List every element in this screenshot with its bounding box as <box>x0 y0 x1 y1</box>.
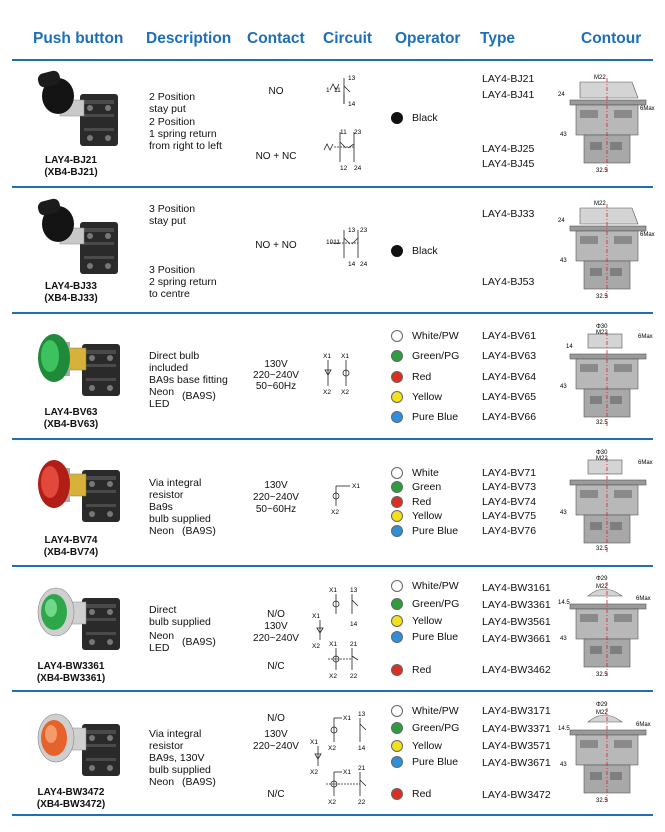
circuit-diagram <box>326 478 366 518</box>
operator-label: Yellow <box>412 740 442 752</box>
operator-label: Pure Blue <box>412 631 459 643</box>
operator-label: Green/PG <box>412 598 460 610</box>
divider <box>12 565 653 567</box>
type-code: LAY4-BJ53 <box>482 276 535 288</box>
svg-text:X1: X1 <box>310 739 318 746</box>
svg-text:X1: X1 <box>329 587 337 594</box>
type-code: LAY4-BV75 <box>482 510 537 522</box>
description-line: Neon <box>149 776 175 788</box>
type-code: LAY4-BW3462 <box>482 664 551 676</box>
operator-label: Green/PG <box>412 722 460 734</box>
svg-text:13: 13 <box>348 227 356 234</box>
description-line: included <box>149 362 189 374</box>
svg-text:Φ30: Φ30 <box>596 450 608 456</box>
blue-circle-icon <box>391 525 403 537</box>
svg-text:X2: X2 <box>310 769 318 776</box>
type-code: LAY4-BV61 <box>482 330 537 342</box>
green-circle-icon <box>391 598 403 610</box>
contact-type: NO + NO <box>255 240 297 251</box>
description-line: Neon <box>149 386 175 398</box>
svg-text:13: 13 <box>358 711 366 718</box>
description-line: stay put <box>149 215 186 227</box>
contour-drawing <box>562 448 652 556</box>
svg-text:6Max: 6Max <box>638 460 653 466</box>
svg-text:21: 21 <box>350 641 358 648</box>
model-alt-number: (XB4-BW3361) <box>36 673 106 684</box>
description-line: resistor <box>149 489 184 501</box>
description-line: 2 spring return <box>149 276 217 288</box>
divider <box>12 186 653 188</box>
description-line: (BA9S) <box>182 390 216 402</box>
circuit-label: 13 <box>348 75 356 82</box>
circuit-label: 12 <box>340 165 348 172</box>
selector-switch-image <box>36 194 126 284</box>
contour-drawing <box>558 198 655 304</box>
yellow-circle-icon <box>391 391 403 403</box>
divider <box>12 690 653 692</box>
contour-drawing <box>562 322 652 430</box>
svg-text:6Max: 6Max <box>636 596 651 602</box>
description-line: Neon <box>149 630 175 642</box>
description-line: Via integral <box>149 477 202 489</box>
description-line: 1 spring return <box>149 128 217 140</box>
yellow-circle-icon <box>391 740 403 752</box>
svg-text:43: 43 <box>560 384 567 390</box>
contact-voltage: 130V <box>264 729 288 740</box>
operator-label: White/PW <box>412 705 459 717</box>
svg-text:X1: X1 <box>329 641 337 648</box>
operator-label: Yellow <box>412 615 442 627</box>
type-code: LAY4-BW3161 <box>482 582 551 594</box>
model-alt-number: (XB4-BW3472) <box>36 799 106 810</box>
operator-label: Red <box>412 788 432 800</box>
white-circle-icon <box>391 467 403 479</box>
contour-drawing <box>558 574 652 682</box>
svg-text:X2: X2 <box>323 389 331 396</box>
description-line: 2 Position <box>149 116 196 128</box>
type-code: LAY4-BV74 <box>482 496 537 508</box>
svg-text:43: 43 <box>560 132 567 138</box>
header-description: Description <box>146 30 232 47</box>
svg-text:X2: X2 <box>329 673 337 680</box>
svg-text:M22: M22 <box>596 584 608 590</box>
svg-text:43: 43 <box>560 762 567 768</box>
operator-label: White/PW <box>412 580 459 592</box>
black-circle-icon <box>391 112 403 124</box>
svg-text:24: 24 <box>558 92 565 98</box>
circuit-label: 1 <box>326 87 330 94</box>
model-alt-number: (XB4-BJ33) <box>44 293 98 304</box>
operator-label: Red <box>412 496 432 508</box>
svg-text:14: 14 <box>566 344 573 350</box>
description-line: Via integral <box>149 728 202 740</box>
contact-voltage: 220~240V <box>253 370 299 381</box>
divider <box>12 814 653 816</box>
circuit-label: 24 <box>354 165 362 172</box>
contact-type: N/O <box>267 609 285 620</box>
red-circle-icon <box>391 371 403 383</box>
model-alt-number: (XB4-BV63) <box>43 419 99 430</box>
svg-text:14.5: 14.5 <box>558 600 570 606</box>
description-line: LED <box>149 642 170 654</box>
description-line: Direct <box>149 604 177 616</box>
type-code: LAY4-BV71 <box>482 467 537 479</box>
yellow-circle-icon <box>391 510 403 522</box>
header-circuit: Circuit <box>323 30 373 47</box>
description-line: bulb supplied <box>149 513 211 525</box>
svg-text:M22: M22 <box>596 330 608 336</box>
divider <box>12 59 653 61</box>
circuit-diagram <box>320 72 375 172</box>
type-code: LAY4-BW3371 <box>482 723 551 735</box>
svg-text:X2: X2 <box>312 643 320 650</box>
yellow-circle-icon <box>391 615 403 627</box>
contact-voltage: 220~240V <box>253 741 299 752</box>
svg-text:14: 14 <box>358 745 366 752</box>
divider <box>12 312 653 314</box>
svg-text:6Max: 6Max <box>640 232 655 238</box>
svg-text:X1: X1 <box>323 353 331 360</box>
white-circle-icon <box>391 580 403 592</box>
description-line: (BA9S) <box>182 776 216 788</box>
circuit-diagram <box>318 350 358 400</box>
circuit-diagram <box>308 582 368 682</box>
model-number: LAY4-BJ21 <box>45 155 97 166</box>
green-circle-icon <box>391 722 403 734</box>
type-code: LAY4-BW3561 <box>482 616 551 628</box>
svg-text:X1: X1 <box>343 715 351 722</box>
description-line: 3 Position <box>149 203 196 215</box>
description-line: resistor <box>149 740 184 752</box>
svg-text:32.5: 32.5 <box>596 672 608 678</box>
pilot-light-image <box>36 320 126 406</box>
white-circle-icon <box>391 705 403 717</box>
description-line: Neon <box>149 525 175 537</box>
type-code: LAY4-BJ41 <box>482 89 535 101</box>
header-contact: Contact <box>247 30 305 47</box>
description-line: LED <box>149 398 170 410</box>
operator-label: Yellow <box>412 391 442 403</box>
svg-text:43: 43 <box>560 636 567 642</box>
svg-text:32.5: 32.5 <box>596 420 608 426</box>
model-number: LAY4-BW3361 <box>37 661 105 672</box>
contact-voltage: 130V <box>264 480 288 491</box>
type-code: LAY4-BJ33 <box>482 208 535 220</box>
operator-label: Green <box>412 481 442 493</box>
type-code: LAY4-BW3171 <box>482 705 551 717</box>
type-code: LAY4-BV63 <box>482 350 537 362</box>
circuit-label: 14 <box>348 101 356 108</box>
circuit-label: 23 <box>354 129 362 136</box>
type-code: LAY4-BW3472 <box>482 789 551 801</box>
contour-drawing <box>558 700 652 808</box>
circuit-diagram <box>322 224 372 269</box>
model-alt-number: (XB4-BV74) <box>43 547 99 558</box>
svg-text:32.5: 32.5 <box>596 798 608 804</box>
type-code: LAY4-BV76 <box>482 525 537 537</box>
description-line: 2 Position <box>149 91 196 103</box>
svg-text:24: 24 <box>558 218 565 224</box>
operator-label: Black <box>412 112 438 124</box>
model-number: LAY4-BJ33 <box>45 281 97 292</box>
header-contour: Contour <box>581 30 642 47</box>
model-alt-number: (XB4-BJ21) <box>44 167 98 178</box>
svg-text:14: 14 <box>350 621 358 628</box>
svg-text:23: 23 <box>360 227 368 234</box>
selector-switch-image <box>36 66 126 156</box>
description-line: to centre <box>149 288 190 300</box>
header-push-button: Push button <box>33 30 124 47</box>
description-line: (BA9S) <box>182 636 216 648</box>
description-line: 3 Position <box>149 264 196 276</box>
operator-label: Red <box>412 371 432 383</box>
svg-text:21: 21 <box>358 765 366 772</box>
illuminated-button-image <box>36 574 126 660</box>
svg-text:X1: X1 <box>352 483 360 490</box>
description-line: Direct bulb <box>149 350 200 362</box>
svg-text:43: 43 <box>560 510 567 516</box>
operator-label: White/PW <box>412 330 459 342</box>
svg-text:43: 43 <box>560 258 567 264</box>
operator-label: Pure Blue <box>412 525 459 537</box>
red-circle-icon <box>391 496 403 508</box>
svg-text:Φ30: Φ30 <box>596 324 608 330</box>
svg-text:X1: X1 <box>343 769 351 776</box>
svg-text:M22: M22 <box>596 456 608 462</box>
contact-type: N/O <box>267 713 285 724</box>
svg-text:X2: X2 <box>331 509 339 516</box>
contact-voltage: 220~240V <box>253 633 299 644</box>
header-type: Type <box>480 30 516 47</box>
svg-text:22: 22 <box>358 799 366 806</box>
black-circle-icon <box>391 245 403 257</box>
svg-text:6Max: 6Max <box>638 334 653 340</box>
blue-circle-icon <box>391 631 403 643</box>
operator-label: Black <box>412 245 438 257</box>
svg-text:X2: X2 <box>328 799 336 806</box>
svg-text:X1: X1 <box>341 353 349 360</box>
svg-text:Φ29: Φ29 <box>596 702 608 708</box>
svg-text:22: 22 <box>350 673 358 680</box>
svg-text:M22: M22 <box>596 710 608 716</box>
type-code: LAY4-BV64 <box>482 371 537 383</box>
red-circle-icon <box>391 788 403 800</box>
model-number: LAY4-BV74 <box>44 535 98 546</box>
type-code: LAY4-BW3571 <box>482 740 551 752</box>
svg-text:14: 14 <box>348 261 356 268</box>
description-line: (BA9S) <box>182 525 216 537</box>
svg-text:24: 24 <box>360 261 368 268</box>
svg-text:1011: 1011 <box>326 239 340 246</box>
model-number: LAY4-BW3472 <box>37 787 105 798</box>
svg-text:6Max: 6Max <box>636 722 651 728</box>
circuit-label: 11 <box>340 129 347 136</box>
operator-label: White <box>412 467 439 479</box>
type-code: LAY4-BW3671 <box>482 757 551 769</box>
description-line: bulb supplied <box>149 764 211 776</box>
contact-frequency: 50~60Hz <box>255 504 297 515</box>
contact-type: NO <box>268 86 284 97</box>
pilot-light-image <box>36 446 126 532</box>
operator-label: Green/PG <box>412 350 460 362</box>
svg-text:32.5: 32.5 <box>596 294 608 300</box>
svg-text:32.5: 32.5 <box>596 546 608 552</box>
contact-type: N/C <box>267 661 285 672</box>
description-line: Ba9s <box>149 501 173 513</box>
blue-circle-icon <box>391 756 403 768</box>
svg-text:X1: X1 <box>312 613 320 620</box>
operator-label: Pure Blue <box>412 756 459 768</box>
type-code: LAY4-BW3361 <box>482 599 551 611</box>
type-code: LAY4-BW3661 <box>482 633 551 645</box>
divider <box>12 438 653 440</box>
svg-text:14.5: 14.5 <box>558 726 570 732</box>
type-code: LAY4-BV65 <box>482 391 537 403</box>
svg-text:X2: X2 <box>328 745 336 752</box>
contour-drawing <box>558 72 655 178</box>
model-number: LAY4-BV63 <box>44 407 98 418</box>
svg-text:M22: M22 <box>594 75 606 81</box>
circuit-diagram <box>306 706 368 808</box>
type-code: LAY4-BJ21 <box>482 73 535 85</box>
illuminated-button-image <box>36 700 126 786</box>
description-line: from right to left <box>149 140 222 152</box>
svg-text:X2: X2 <box>341 389 349 396</box>
type-code: LAY4-BV66 <box>482 411 537 423</box>
header-operator: Operator <box>395 30 461 47</box>
green-circle-icon <box>391 481 403 493</box>
green-circle-icon <box>391 350 403 362</box>
operator-label: Red <box>412 664 432 676</box>
type-code: LAY4-BV73 <box>482 481 537 493</box>
svg-text:6Max: 6Max <box>640 106 655 112</box>
svg-text:M22: M22 <box>594 201 606 207</box>
description-line: bulb supplied <box>149 616 211 628</box>
circuit-label: 11 <box>334 87 341 94</box>
contact-type: N/C <box>267 789 285 800</box>
contact-voltage: 220~240V <box>253 492 299 503</box>
type-code: LAY4-BJ45 <box>482 158 535 170</box>
red-circle-icon <box>391 664 403 676</box>
svg-text:32.5: 32.5 <box>596 168 608 174</box>
contact-voltage: 130V <box>264 359 288 370</box>
white-circle-icon <box>391 330 403 342</box>
contact-frequency: 50~60Hz <box>255 381 297 392</box>
svg-text:13: 13 <box>350 587 358 594</box>
operator-label: Yellow <box>412 510 442 522</box>
svg-text:Φ29: Φ29 <box>596 576 608 582</box>
type-code: LAY4-BJ25 <box>482 143 535 155</box>
description-line: BA9s, 130V <box>149 752 205 764</box>
blue-circle-icon <box>391 411 403 423</box>
description-line: stay put <box>149 103 186 115</box>
contact-type: NO + NC <box>255 151 297 162</box>
operator-label: Pure Blue <box>412 411 459 423</box>
description-line: BA9s base fitting <box>149 374 228 386</box>
contact-voltage: 130V <box>264 621 288 632</box>
